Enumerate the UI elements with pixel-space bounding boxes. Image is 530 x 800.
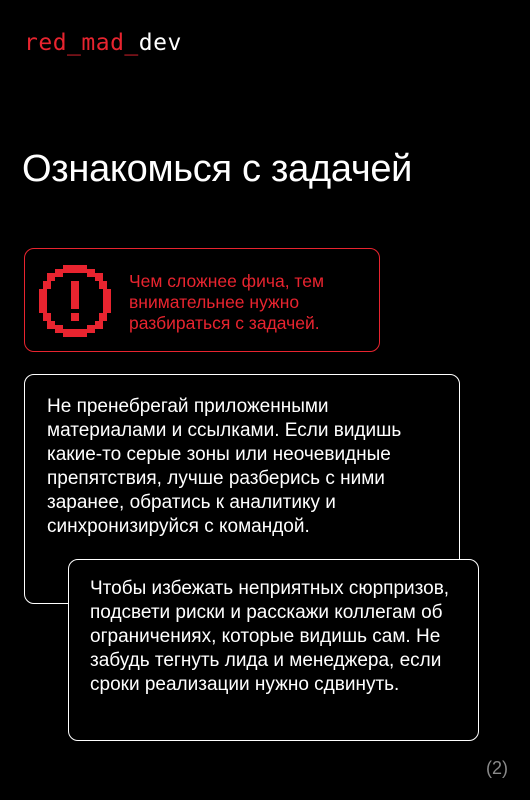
page-number: (2): [486, 758, 508, 778]
brand-logo: [24, 30, 182, 56]
warning-text: Чем сложнее фича, тем внимательнее нужно разбираться с задачей.: [129, 271, 325, 333]
tip-card-text: Не пренебрегай приложенными материалами и ссылками. Если видишь какие-то серые зоны или неочевидные препятствия, лучше разберись с ними заранее, обратись к аналитику и синхронизируйся с командой.: [47, 396, 402, 537]
pixel-exclamation-circle-icon: [39, 265, 111, 337]
brand-logo-red-part: red_mad_: [24, 30, 139, 56]
tip-card-risks: [68, 559, 479, 741]
tip-card-text: Чтобы избежать неприятных сюрпризов, подсвети риски и расскажи коллегам об ограничениях, которые видишь сам. Не забудь тегнуть лида и менеджера, если сроки реализации нужно сдвинуть.: [90, 578, 450, 695]
brand-logo-white-part: dev: [138, 30, 182, 56]
warning-callout: [24, 248, 380, 352]
page-title: Ознакомься с задачей: [22, 148, 413, 190]
